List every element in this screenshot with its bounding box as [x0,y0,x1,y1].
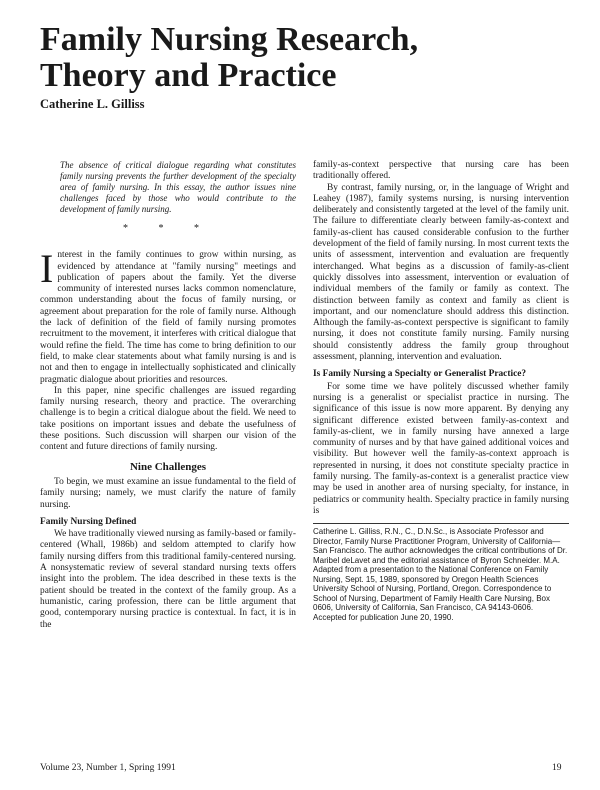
contrast-paragraph: By contrast, family nursing, or, in the language of Wright and Leahey (1987), family systems nursing, is nursing intervention deliberately and consistently targeted at the level of the family unit. The failure to differentiate clearly between family-as-context and family-as-client has caused considerable confusion to the further development of the field of family nursing. In most current texts the units of assessment, intervention and evaluation are frequently interchanged. What begins as a discussion of family-as-client quickly dissolves into assessment, intervention or evaluation of individual members of the family or family as context. The distinction between family as context and family as client is important, and our nomenclature should address this distinction. Although the family-as-context perspective is significant to family nursing, it does not constitute family nursing. Family nursing should consistently address the family group throughout assessment, planning, intervention and evaluation. [313,182,569,363]
continued-paragraph: family-as-context perspective that nursing care has been traditionally offered. [313,160,569,182]
heading-specialty-or-generalist: Is Family Nursing a Specialty or Generalist Practice? [313,369,527,380]
heading-family-nursing-defined: Family Nursing Defined [40,516,137,527]
heading-nine-challenges: Nine Challenges [129,460,207,473]
author-name: Catherine L. Gilliss [40,97,145,111]
defined-paragraph: We have traditionally viewed nursing as family-based or family-centered (Whall, 1986b) and seldom attempted to clarify how family nursing differs from this traditional family-centered nursing. A nonsystematic review of several standard nursing texts offers insight into the problem. The idea described in these texts is the patient should be treated in the context of the family group. As a humanistic, caring profession, there can be little argument that good, contemporary nursing practice is contextual. In fact, it is in the [40,529,296,630]
intro-paragraph-1: Interest in the family continues to grow within nursing, as evidenced by attendance at "family nursing" meetings and publication of papers about the family. Yet the diverse community of interested nurses lacks common nomenclature, common understanding about the focus of family nursing, or agreement about preparation for the role of family nurse. Although the lack of definition of the field of family nursing promotes recruitment to the movement, it interferes with critical dialogue that would refine the field. The time has come to bring definition to our field, to make clear statements about what family nursing is and is not and then to engage in intellectually sophisticated and clinically pragmatic dialogue about priorities and resources. [40,246,296,385]
nine-challenges-paragraph: To begin, we must examine an issue fundamental to the field of family nursing; namely, we must clarify the nature of family nursing. [40,476,296,510]
specialty-paragraph: For some time we have politely discussed whether family nursing is a generalist or specialist practice in nursing. The significance of this issue is now more apparent. By denying any significant difference existed between family-as-context and family-as-client, we in family nursing have annexed a large community of nurses and by that have gained additional voices and visibility. But however well the family-as-context approach is represented in nursing, it does not constitute specialty practice in family nursing. The family-as-context is a generalist practice view may be used in another area of nursing specialty, for instance, in pediatrics or community health. Specialty practice in family nursing is [313,381,569,516]
title-line-1: Family Nursing Research, [40,21,419,58]
left-column [40,160,296,631]
author-note-text: Catherine L. Gilliss, R.N., C., D.N.Sc., is Associate Professor and Director, Family Nurse Practitioner Program, University of California—San Francisco. The author acknowledges the critical contributions of Dr. Maribel deLavet and the editorial assistance of Byron Schneider. M.A. Adapted from a presentation to the National Conference on Family Nursing, Sept. 15, 1989, sponsored by Oregon Health Sciences University School of Nursing, Portland, Oregon. Correspondence to School of Nursing, Department of Family Health Care Nursing, Box 0606, University of California, San Francisco, CA 94143-0606. [313,527,568,613]
title-line-2: Theory and Practice [40,57,337,94]
accepted-date: Accepted for publication June 20, 1990. [313,612,454,622]
author-note [313,523,569,622]
section-separator: * * * [123,223,213,234]
journal-issue: Volume 23, Number 1, Spring 1991 [40,763,176,773]
right-column [313,160,569,622]
abstract: The absence of critical dialogue regarding what constitutes family nursing prevents the further development of the specialty area of family nursing. In this essay, the author issues nine challenges faced by those who would contribute to the development of family nursing. [60,160,296,214]
page-number: 19 [552,763,562,773]
article-title [40,22,540,94]
intro-paragraph-2: In this paper, nine specific challenges are issued regarding family nursing research, theory and practice. The overarching challenge is to begin a critical dialogue about the field. We need to take positions on important issues and debate the usefulness of these positions. Such discussion will sharpen our vision of the content and future directions of family nursing. [40,385,296,453]
